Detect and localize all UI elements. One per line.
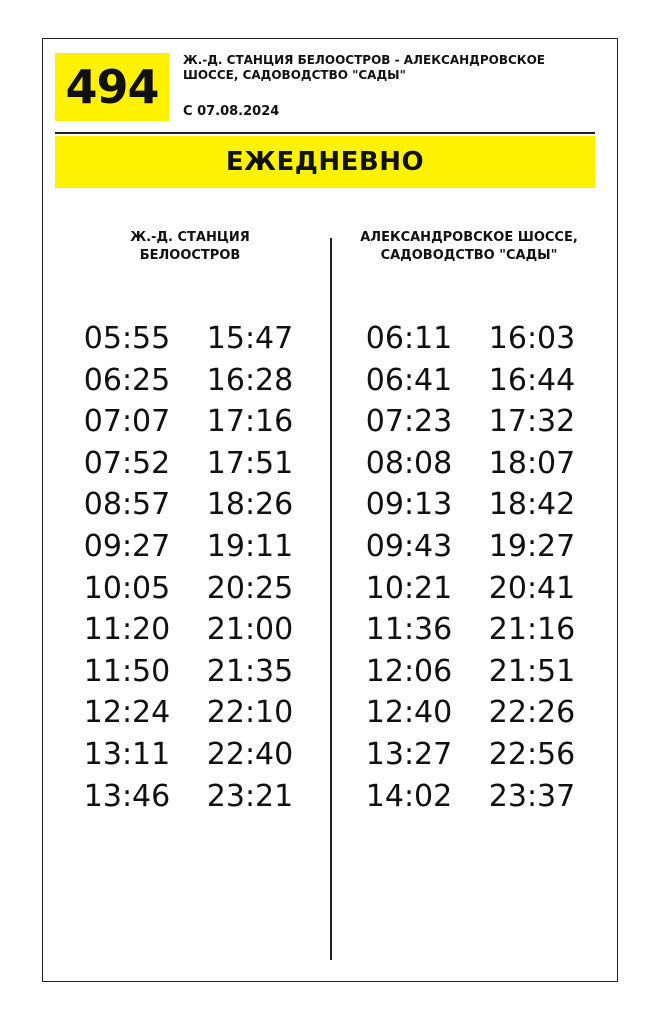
- departure-time: 21:00: [206, 612, 294, 648]
- departure-time: 22:56: [488, 736, 576, 772]
- departure-time: 09:43: [365, 528, 453, 564]
- departure-time: 17:16: [206, 404, 294, 440]
- departure-time: 18:42: [488, 487, 576, 523]
- schedule-type-label: ЕЖЕДНЕВНО: [225, 147, 425, 177]
- direction-2-times-morning: [363, 318, 455, 817]
- departure-time: 17:32: [488, 404, 576, 440]
- departure-time: 12:24: [83, 695, 171, 731]
- direction-2-stop-name: АЛЕКСАНДРОВСКОЕ ШОССЕ, САДОВОДСТВО "САДЫ": [360, 230, 578, 263]
- departure-time: 21:35: [206, 653, 294, 689]
- direction-1-stop-name: Ж.-Д. СТАНЦИЯ БЕЛООСТРОВ: [130, 230, 250, 263]
- valid-from-date: С 07.08.2024: [183, 104, 280, 119]
- route-number-badge: [55, 53, 169, 121]
- departure-time: 06:11: [365, 321, 453, 356]
- departure-time: 23:21: [206, 778, 294, 814]
- departure-time: 10:21: [365, 570, 453, 606]
- departure-time: 11:36: [365, 612, 453, 648]
- departure-time: 08:08: [365, 445, 453, 481]
- departure-time: 18:07: [488, 445, 576, 481]
- schedule-type-banner: [55, 136, 595, 188]
- departure-time: 06:41: [365, 362, 453, 398]
- route-title: Ж.-Д. СТАНЦИЯ БЕЛООСТРОВ - АЛЕКСАНДРОВСКОЕ ШОССЕ, САДОВОДСТВО "САДЫ": [183, 53, 545, 82]
- departure-time: 16:28: [206, 362, 294, 398]
- direction-1-times-morning: [81, 318, 173, 817]
- departure-time: 07:07: [83, 404, 171, 440]
- departure-time: 17:51: [206, 445, 294, 481]
- column-divider: [330, 238, 332, 960]
- departure-time: 21:16: [488, 612, 576, 648]
- departure-time: 13:27: [365, 736, 453, 772]
- departure-time: 05:55: [83, 321, 171, 356]
- departure-time: 19:27: [488, 528, 576, 564]
- route-number: 494: [65, 60, 159, 114]
- departure-time: 12:40: [365, 695, 453, 731]
- departure-time: 10:05: [83, 570, 171, 606]
- departure-time: 09:13: [365, 487, 453, 523]
- departure-time: 07:23: [365, 404, 453, 440]
- departure-time: 18:26: [206, 487, 294, 523]
- header-divider: [55, 132, 595, 134]
- departure-time: 22:26: [488, 695, 576, 731]
- departure-time: 22:40: [206, 736, 294, 772]
- departure-time: 15:47: [206, 321, 294, 356]
- departure-time: 16:03: [488, 321, 576, 356]
- departure-time: 08:57: [83, 487, 171, 523]
- departure-time: 06:25: [83, 362, 171, 398]
- departure-time: 19:11: [206, 528, 294, 564]
- departure-time: 12:06: [365, 653, 453, 689]
- departure-time: 22:10: [206, 695, 294, 731]
- departure-time: 13:11: [83, 736, 171, 772]
- departure-time: 07:52: [83, 445, 171, 481]
- departure-time: 14:02: [365, 778, 453, 814]
- departure-time: 20:41: [488, 570, 576, 606]
- departure-time: 11:50: [83, 653, 171, 689]
- direction-2-times-afternoon: [486, 318, 578, 817]
- departure-time: 23:37: [488, 778, 576, 814]
- departure-time: 16:44: [488, 362, 576, 398]
- departure-time: 13:46: [83, 778, 171, 814]
- departure-time: 09:27: [83, 528, 171, 564]
- departure-time: 11:20: [83, 612, 171, 648]
- departure-time: 21:51: [488, 653, 576, 689]
- direction-1-times-afternoon: [204, 318, 296, 817]
- departure-time: 20:25: [206, 570, 294, 606]
